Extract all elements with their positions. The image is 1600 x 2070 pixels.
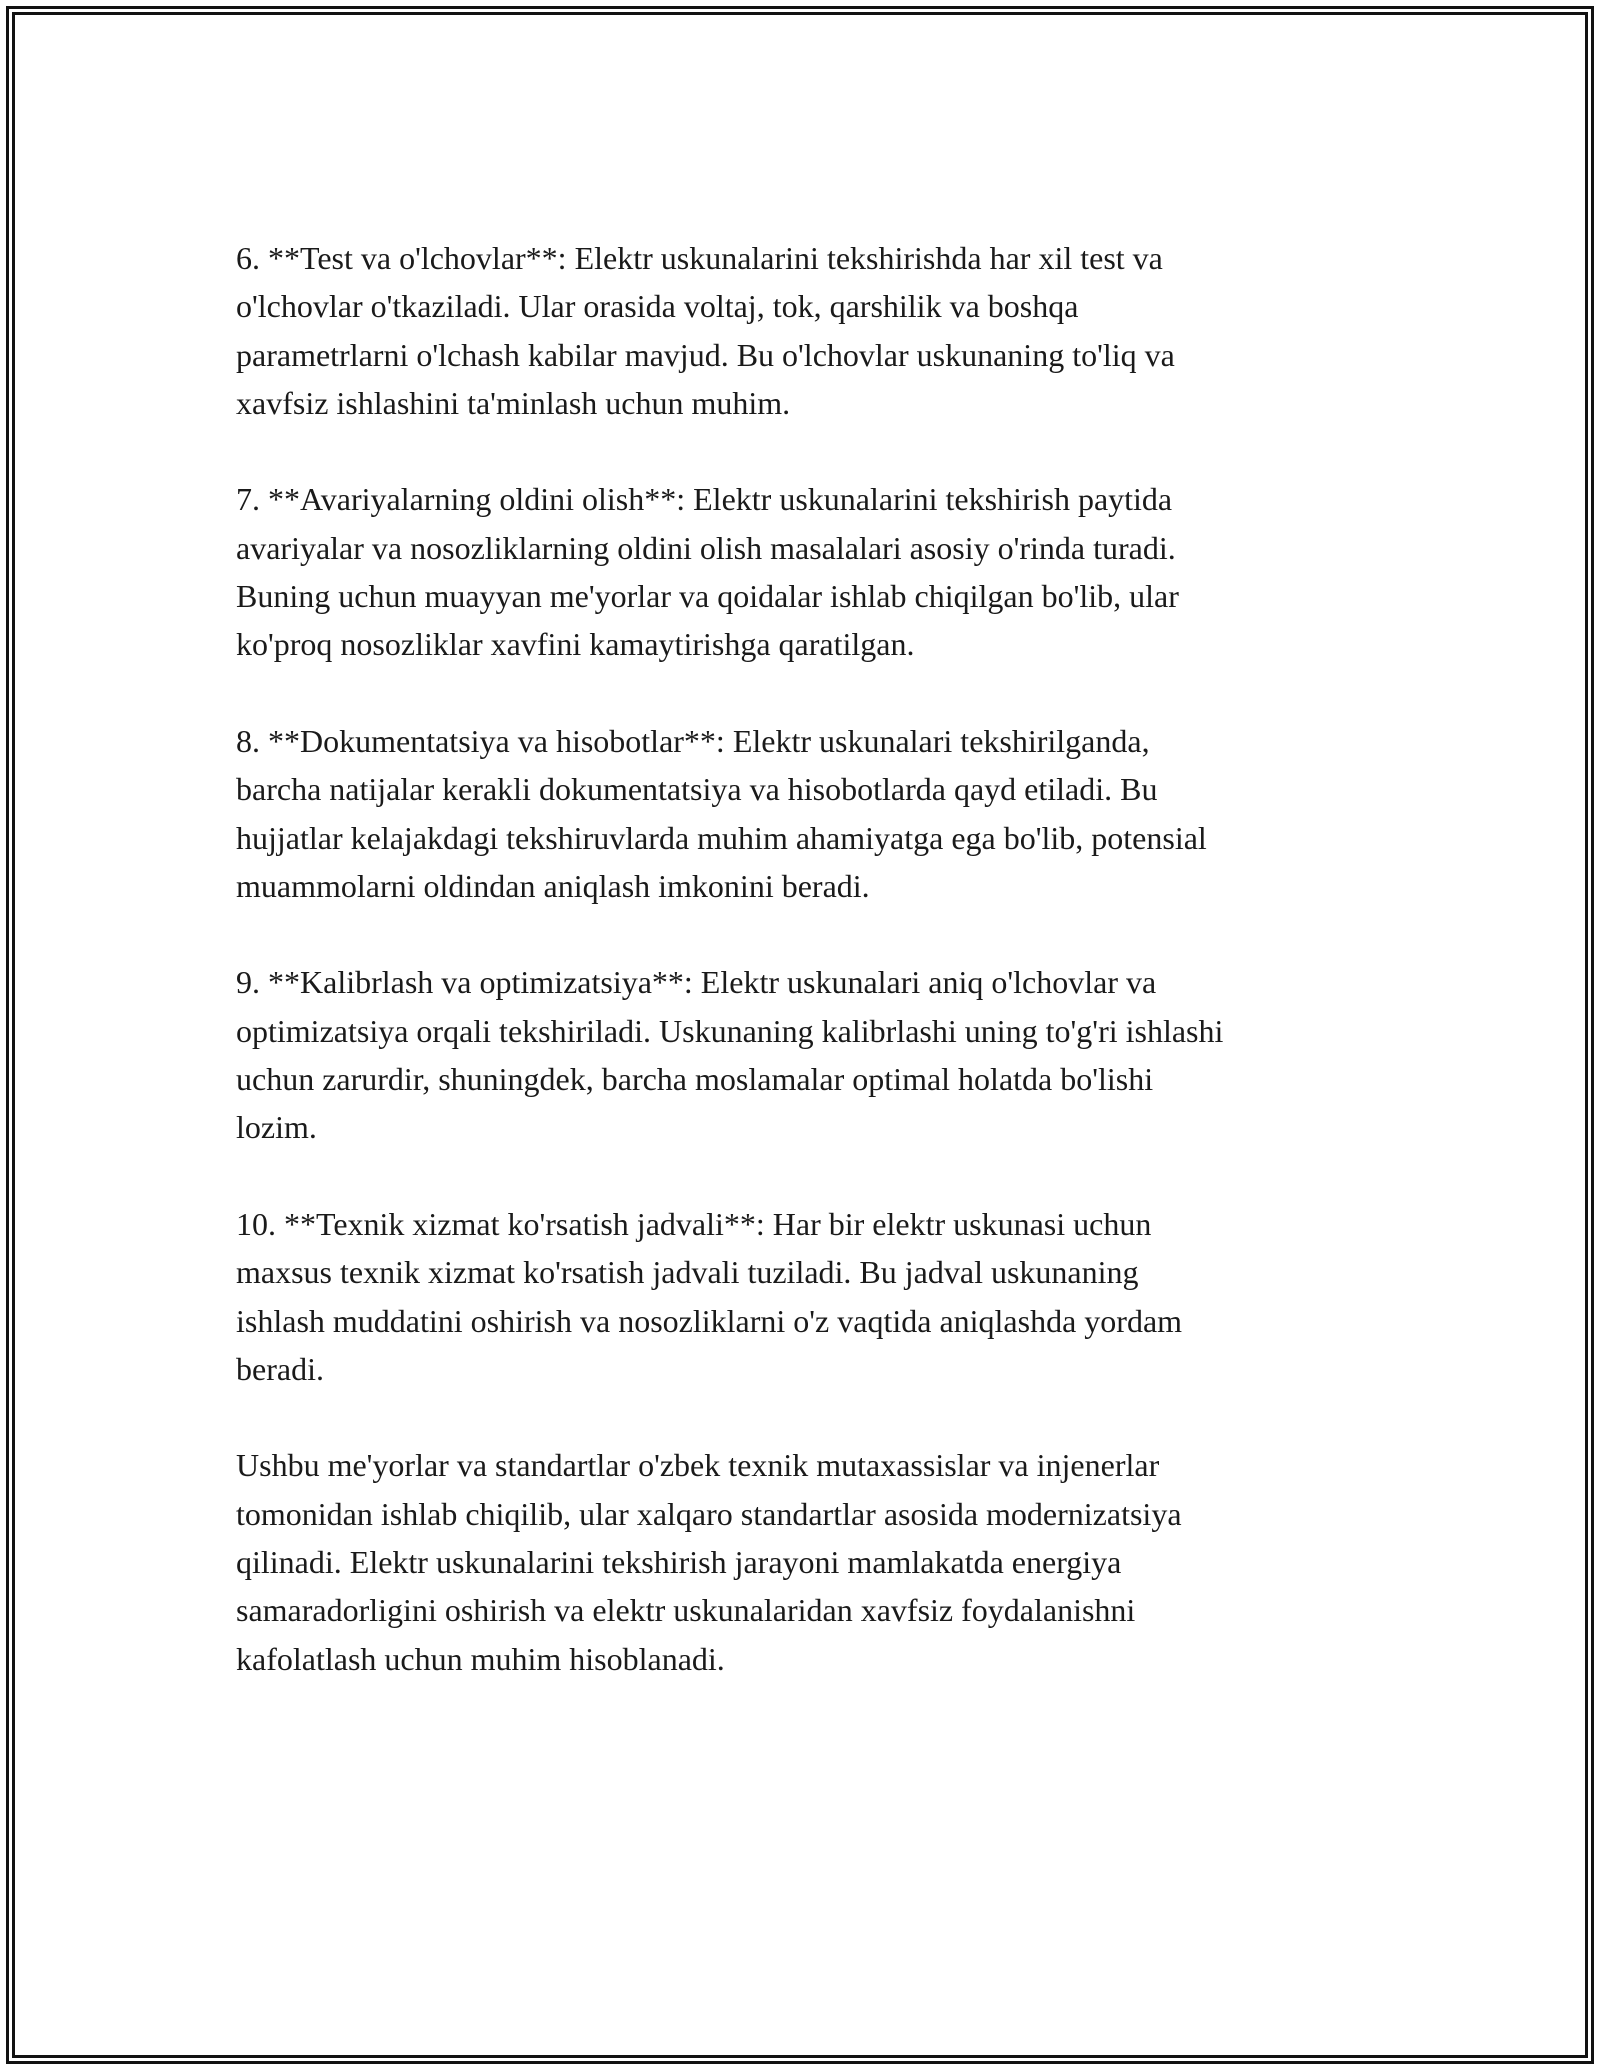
text-line: samaradorligini oshirish va elektr uskunalaridan xavfsiz foydalanishni: [236, 1592, 1136, 1629]
text-line: o'lchovlar o'tkaziladi. Ular orasida voltaj, tok, qarshilik va boshqa: [236, 288, 1079, 325]
text-line: optimizatsiya orqali tekshiriladi. Uskunaning kalibrlashi uning to'g'ri ishlashi: [236, 1012, 1224, 1049]
text-line: 6. **Test va o'lchovlar**: Elektr uskunalarini tekshirishda har xil test va: [236, 240, 1163, 276]
text-line: 10. **Texnik xizmat ko'rsatish jadvali**: Har bir elektr uskunasi uchun: [236, 1205, 1152, 1242]
paragraph-item-6: [236, 234, 1396, 427]
text-line: 7. **Avariyalarning oldini olish**: Elektr uskunalarini tekshirish paytida: [236, 481, 1173, 518]
text-line: hujjatlar kelajakdagi tekshiruvlarda muhim ahamiyatga ega bo'lib, potensial: [236, 819, 1207, 856]
text-line: tomonidan ishlab chiqilib, ular xalqaro standartlar asosida modernizatsiya: [236, 1495, 1182, 1532]
paragraph-item-9: [236, 958, 1396, 1151]
text-line: maxsus texnik xizmat ko'rsatish jadvali tuziladi. Bu jadval uskunaning: [236, 1254, 1139, 1291]
paragraph-item-10: [236, 1200, 1396, 1393]
paragraph-item-8: [236, 717, 1396, 910]
text-line: qilinadi. Elektr uskunalarini tekshirish jarayoni mamlakatda energiya: [236, 1544, 1122, 1581]
text-line: uchun zarurdir, shuningdek, barcha moslamalar optimal holatda bo'lishi: [236, 1061, 1154, 1098]
document-body: [236, 234, 1396, 1731]
text-line: beradi.: [236, 1350, 324, 1387]
text-line: ishlash muddatini oshirish va nosozliklarni o'z vaqtida aniqlashda yordam: [236, 1302, 1183, 1339]
paragraph-conclusion: [236, 1441, 1396, 1682]
paragraph-item-7: [236, 475, 1396, 668]
text-line: avariyalar va nosozliklarning oldini olish masalalari asosiy o'rinda turadi.: [236, 529, 1176, 566]
text-line: Ushbu me'yorlar va standartlar o'zbek texnik mutaxassislar va injenerlar: [236, 1447, 1160, 1484]
text-line: 8. **Dokumentatsiya va hisobotlar**: Elektr uskunalari tekshirilganda,: [236, 722, 1150, 759]
text-line: 9. **Kalibrlash va optimizatsiya**: Elektr uskunalari aniq o'lchovlar va: [236, 964, 1157, 1001]
text-line: ko'proq nosozliklar xavfini kamaytirishga qaratilgan.: [236, 626, 915, 663]
text-line: kafolatlash uchun muhim hisoblanadi.: [236, 1640, 725, 1677]
text-line: xavfsiz ishlashini ta'minlash uchun muhim.: [236, 384, 791, 421]
text-line: Buning uchun muayyan me'yorlar va qoidalar ishlab chiqilgan bo'lib, ular: [236, 578, 1179, 615]
text-line: barcha natijalar kerakli dokumentatsiya va hisobotlarda qayd etiladi. Bu: [236, 771, 1158, 808]
text-line: parametrlarni o'lchash kabilar mavjud. Bu o'lchovlar uskunaning to'liq va: [236, 336, 1175, 373]
text-line: muammolarni oldindan aniqlash imkonini beradi.: [236, 867, 870, 904]
text-line: lozim.: [236, 1109, 317, 1146]
